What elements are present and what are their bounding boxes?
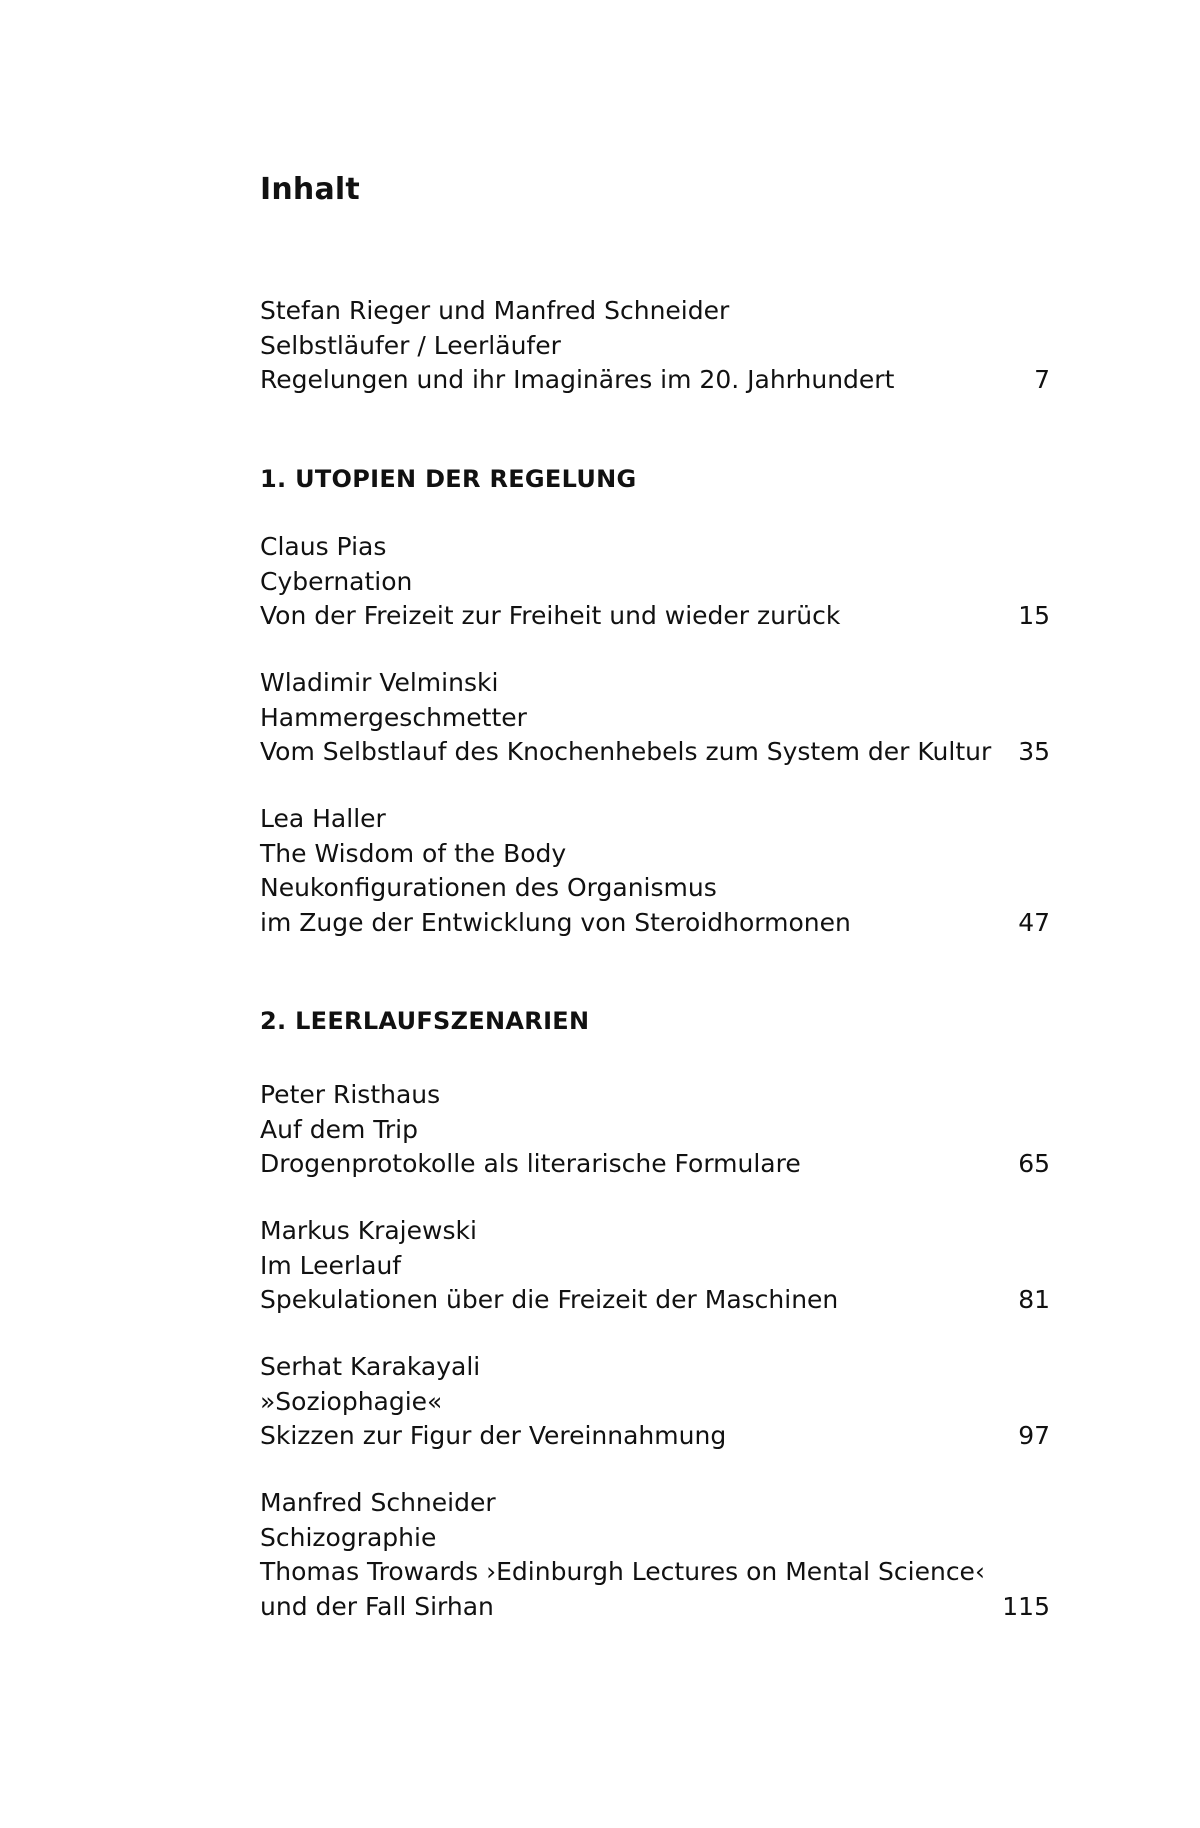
entry-subtitle: Neukonfigurationen des Organismus	[260, 873, 717, 902]
entry-page-number: 81	[1018, 1285, 1050, 1314]
toc-entry	[260, 530, 1050, 634]
entry-author: Manfred Schneider	[260, 1488, 496, 1517]
entry-subtitle: im Zuge der Entwicklung von Steroidhormonen	[260, 907, 851, 937]
entry-page-number: 97	[1018, 1421, 1050, 1450]
section-heading: 2. LEERLAUFSZENARIEN	[260, 1007, 590, 1035]
entry-page-number: 65	[1018, 1149, 1050, 1178]
entry-title: Schizographie	[260, 1522, 437, 1552]
toc-entry	[260, 666, 1050, 770]
entry-subtitle: Regelungen und ihr Imaginäres im 20. Jahrhundert	[260, 365, 895, 394]
entry-author: Peter Risthaus	[260, 1080, 441, 1109]
entry-page-number: 7	[1034, 365, 1050, 394]
section-heading: 1. UTOPIEN DER REGELUNG	[260, 465, 637, 493]
entry-author: Claus Pias	[260, 532, 387, 561]
entry-title: Auf dem Trip	[260, 1114, 418, 1144]
toc-entry	[260, 1214, 1050, 1318]
entry-title: »Soziophagie«	[260, 1386, 443, 1416]
entry-page-number: 15	[1018, 601, 1050, 630]
entry-subtitle: Spekulationen über die Freizeit der Maschinen	[260, 1285, 839, 1314]
entry-title: Selbstläufer / Leerläufer	[260, 330, 561, 360]
entry-author: Serhat Karakayali	[260, 1352, 481, 1381]
entry-subtitle: Vom Selbstlauf des Knochenhebels zum System der Kultur	[260, 737, 992, 766]
entry-author: Lea Haller	[260, 804, 386, 833]
entry-author: Markus Krajewski	[260, 1216, 477, 1245]
entry-title: The Wisdom of the Body	[260, 838, 567, 868]
toc-entry	[260, 1350, 1050, 1454]
entry-page-number: 115	[1002, 1591, 1050, 1621]
entry-subtitle: Thomas Trowards ›Edinburgh Lectures on Mental Science‹	[260, 1557, 985, 1586]
toc-entry	[260, 802, 1050, 940]
entry-subtitle: und der Fall Sirhan	[260, 1591, 494, 1621]
entry-subtitle: Drogenprotokolle als literarische Formulare	[260, 1149, 801, 1178]
entry-author: Wladimir Velminski	[260, 668, 499, 697]
entry-page-number: 47	[1018, 907, 1050, 937]
entry-title: Cybernation	[260, 566, 413, 596]
entry-page-number: 35	[1018, 737, 1050, 766]
entry-title: Hammergeschmetter	[260, 702, 527, 732]
toc-entry	[260, 1486, 1050, 1624]
toc-title: Inhalt	[260, 172, 360, 207]
entry-author: Stefan Rieger und Manfred Schneider	[260, 296, 730, 325]
entry-subtitle: Von der Freizeit zur Freiheit und wieder zurück	[260, 601, 841, 630]
entry-title: Im Leerlauf	[260, 1250, 402, 1280]
entry-subtitle: Skizzen zur Figur der Vereinnahmung	[260, 1421, 727, 1450]
toc-entry-intro	[260, 294, 1050, 398]
toc-entry	[260, 1078, 1050, 1182]
